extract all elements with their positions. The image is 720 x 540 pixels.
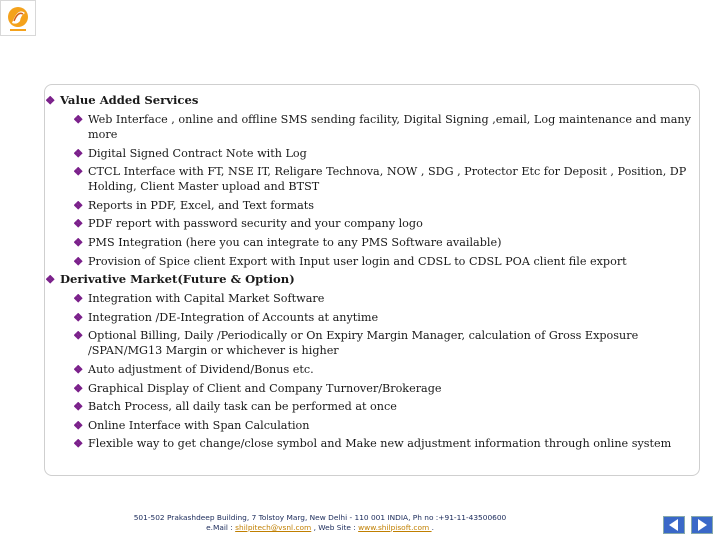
next-arrow-icon — [692, 517, 712, 533]
list-item — [88, 235, 696, 250]
list-item-text: Online Interface with Span Calculation — [88, 418, 310, 432]
list-item-text: CTCL Interface with FT, NSE IT, Religare Technova, NOW , SDG , Protector Etc for Deposit , Position, DP Holding, Client Master upload and BTST — [88, 165, 687, 194]
diamond-bullet-icon — [74, 238, 84, 248]
diamond-bullet-icon — [74, 439, 84, 449]
diamond-bullet-icon — [74, 167, 84, 177]
diamond-bullet-icon — [74, 421, 84, 431]
diamond-bullet-icon — [74, 257, 84, 267]
section-heading — [46, 272, 696, 287]
list-item-text: Auto adjustment of Dividend/Bonus etc. — [88, 362, 314, 376]
diamond-bullet-icon — [74, 219, 84, 229]
list-item — [88, 112, 696, 142]
list-item-text: Graphical Display of Client and Company Turnover/Brokerage — [88, 381, 442, 395]
diamond-bullet-icon — [74, 201, 84, 211]
diamond-bullet-icon — [74, 384, 84, 394]
email-link[interactable]: shilpitech@vsnl.com — [235, 523, 312, 532]
list-item-text: Optional Billing, Daily /Periodically or On Expiry Margin Manager, calculation of Gross Exposure /SPAN/MG13 Margin or whichever is higher — [88, 329, 639, 358]
website-label: , Web Site : — [311, 523, 359, 532]
website-link[interactable]: www.shilpisoft.com — [358, 523, 432, 532]
list-item — [88, 291, 696, 306]
list-item — [88, 328, 696, 358]
bullet-content — [46, 93, 696, 455]
diamond-bullet-icon — [74, 294, 84, 304]
list-item — [88, 164, 696, 194]
footer-contact-line — [60, 523, 580, 533]
diamond-bullet-icon — [74, 115, 84, 125]
list-item — [88, 216, 696, 231]
section-heading — [46, 93, 696, 108]
next-slide-button[interactable] — [691, 516, 713, 534]
list-item — [88, 399, 696, 414]
list-item-text: Provision of Spice client Export with Input user login and CDSL to CDSL POA client file export — [88, 254, 627, 268]
list-item — [88, 381, 696, 396]
diamond-bullet-icon — [46, 275, 56, 285]
section-heading-text: Derivative Market(Future & Option) — [60, 272, 295, 287]
diamond-bullet-icon — [74, 149, 84, 159]
list-item — [88, 418, 696, 433]
list-item — [88, 362, 696, 377]
footer-end: . — [431, 523, 434, 532]
diamond-bullet-icon — [74, 331, 84, 341]
footer-address: 501-502 Prakashdeep Building, 7 Tolstoy Marg, New Delhi - 110 001 INDIA, Ph no :+91-11-43500600 — [133, 513, 507, 522]
list-item-text: Web Interface , online and offline SMS sending facility, Digital Signing ,email, Log maintenance and many more — [88, 113, 691, 141]
diamond-bullet-icon — [74, 402, 84, 412]
list-item-text: Batch Process, all daily task can be performed at once — [88, 400, 397, 414]
diamond-bullet-icon — [74, 313, 84, 323]
list-item-text: Integration /DE-Integration of Accounts at anytime — [88, 310, 379, 324]
footer — [60, 513, 580, 533]
list-item-text: PMS Integration (here you can integrate to any PMS Software available) — [88, 235, 502, 249]
list-item-text: Flexible way to get change/close symbol and Make new adjustment information through online system — [88, 437, 672, 451]
prev-arrow-icon — [664, 517, 684, 533]
company-logo — [0, 0, 36, 36]
prev-slide-button[interactable] — [663, 516, 685, 534]
list-item-text: Digital Signed Contract Note with Log — [88, 146, 307, 160]
list-item — [88, 198, 696, 213]
list-item — [88, 254, 696, 269]
diamond-bullet-icon — [46, 96, 56, 106]
section-heading-text: Value Added Services — [60, 93, 199, 107]
email-label: e.Mail : — [206, 523, 236, 532]
diamond-bullet-icon — [74, 365, 84, 375]
list-item — [88, 310, 696, 325]
list-item — [88, 146, 696, 161]
list-item — [88, 436, 696, 451]
list-item-text: Reports in PDF, Excel, and Text formats — [88, 198, 315, 212]
list-item-text: Integration with Capital Market Software — [88, 292, 325, 306]
list-item-text: PDF report with password security and your company logo — [88, 217, 423, 231]
logo-icon — [1, 1, 35, 35]
